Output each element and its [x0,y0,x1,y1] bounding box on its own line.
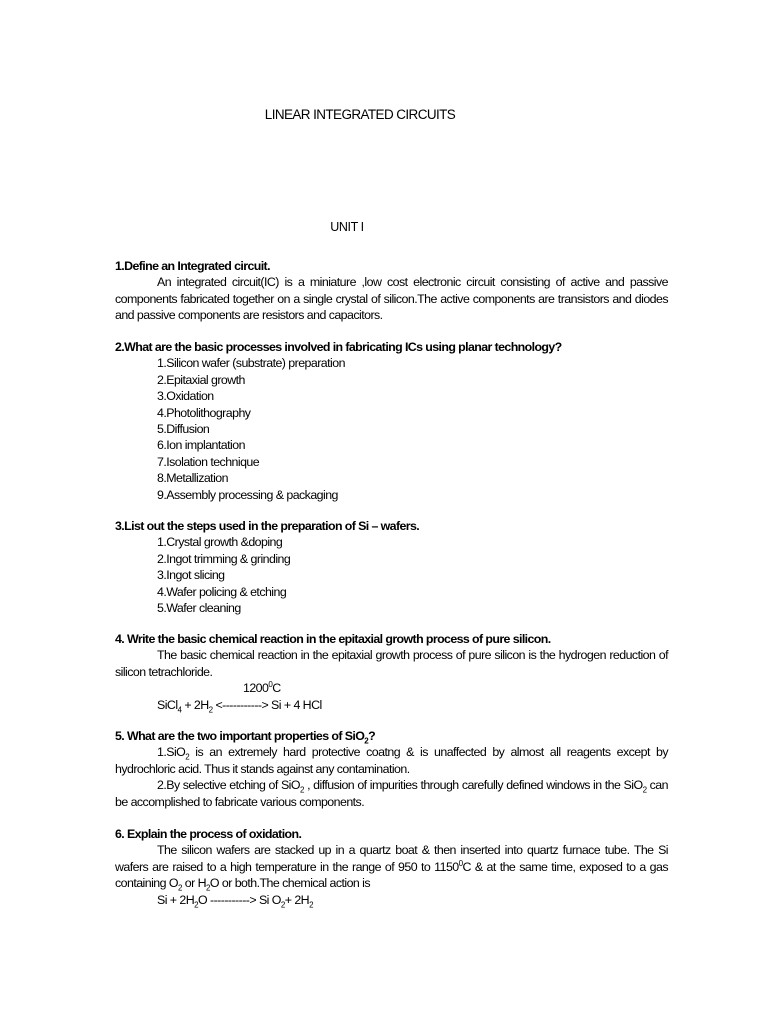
list-item: 5.Diffusion [157,422,210,437]
list-item: 3.Ingot slicing [157,568,225,583]
question-3 [115,518,668,616]
property-2: 2.By selective etching of SiO$_2$ , diffusion of impurities through carefully defined windows in the SiO$_2$ can be accomplished to fabricate various components. [115,778,668,809]
question-1 [115,258,668,324]
question-6-heading: 6. Explain the process of oxidation. [115,827,302,841]
question-4 [115,631,668,713]
property-1: 1.SiO$_2$ is an extremely hard protective coatng & is unaffected by almost all reagents except by hydrochloric acid. Thus it stands against any contamination. [115,745,668,776]
list-item: 8.Metallization [157,471,228,486]
question-1-heading: 1.Define an Integrated circuit. [115,259,270,273]
question-4-heading: 4. Write the basic chemical reaction in the epitaxial growth process of pure silicon. [115,632,551,646]
list-item: 7.Isolation technique [157,454,260,469]
reaction-equation: SiCl$_4$ + $2H_2$ <-----------> Si + 4 HCl [157,697,322,715]
question-1-answer: An integrated circuit(IC) is a miniature ,low cost electronic circuit consisting of active and passive components fabricated together on a single crystal of silicon.The active components are transistors and diodes and passive components are resistors and capacitors. [115,275,668,323]
question-6 [115,826,668,908]
list-item: 3.Oxidation [157,389,214,404]
list-item: 1.Silicon wafer (substrate) preparation [157,356,345,371]
unit-heading: UNIT I [330,220,364,234]
oxidation-equation: $Si + 2H_2O$ -----------> Si $O_2+ 2H_2$ [157,892,313,910]
question-3-heading: 3.List out the steps used in the preparation of Si – wafers. [115,519,420,533]
question-2-heading: 2.What are the basic processes involved in fabricating ICs using planar technology? [115,340,562,354]
question-4-answer: The basic chemical reaction in the epitaxial growth process of pure silicon is the hydrogen reduction of silicon tetrachloride. [115,648,668,679]
question-5-heading: 5. What are the two important properties of SiO$_2$? [115,729,376,746]
reaction-temperature: 1200$^0$C [243,680,281,696]
document-title: LINEAR INTEGRATED CIRCUITS [264,107,456,122]
list-item: 4.Wafer policing & etching [157,584,287,599]
list-item: 1.Crystal growth &doping [157,535,283,550]
list-item: 2.Epitaxial growth [157,372,245,387]
question-5 [115,728,668,810]
list-item: 5.Wafer cleaning [157,601,241,616]
question-6-answer: The silicon wafers are stacked up in a quartz boat & then inserted into quartz furnace tube. The Si wafers are raised to a high temperature in the range of 950 to 1150$^0$C & at the same time, exposed to a gas containing $O_2$ or $H_2O$ or both.The chemical action is [115,843,668,893]
list-item: 9.Assembly processing & packaging [157,487,338,502]
list-item: 2.Ingot trimming & grinding [157,551,291,566]
question-2 [115,339,668,503]
list-item: 4.Photolithography [157,405,251,420]
list-item: 6.Ion implantation [157,438,245,453]
